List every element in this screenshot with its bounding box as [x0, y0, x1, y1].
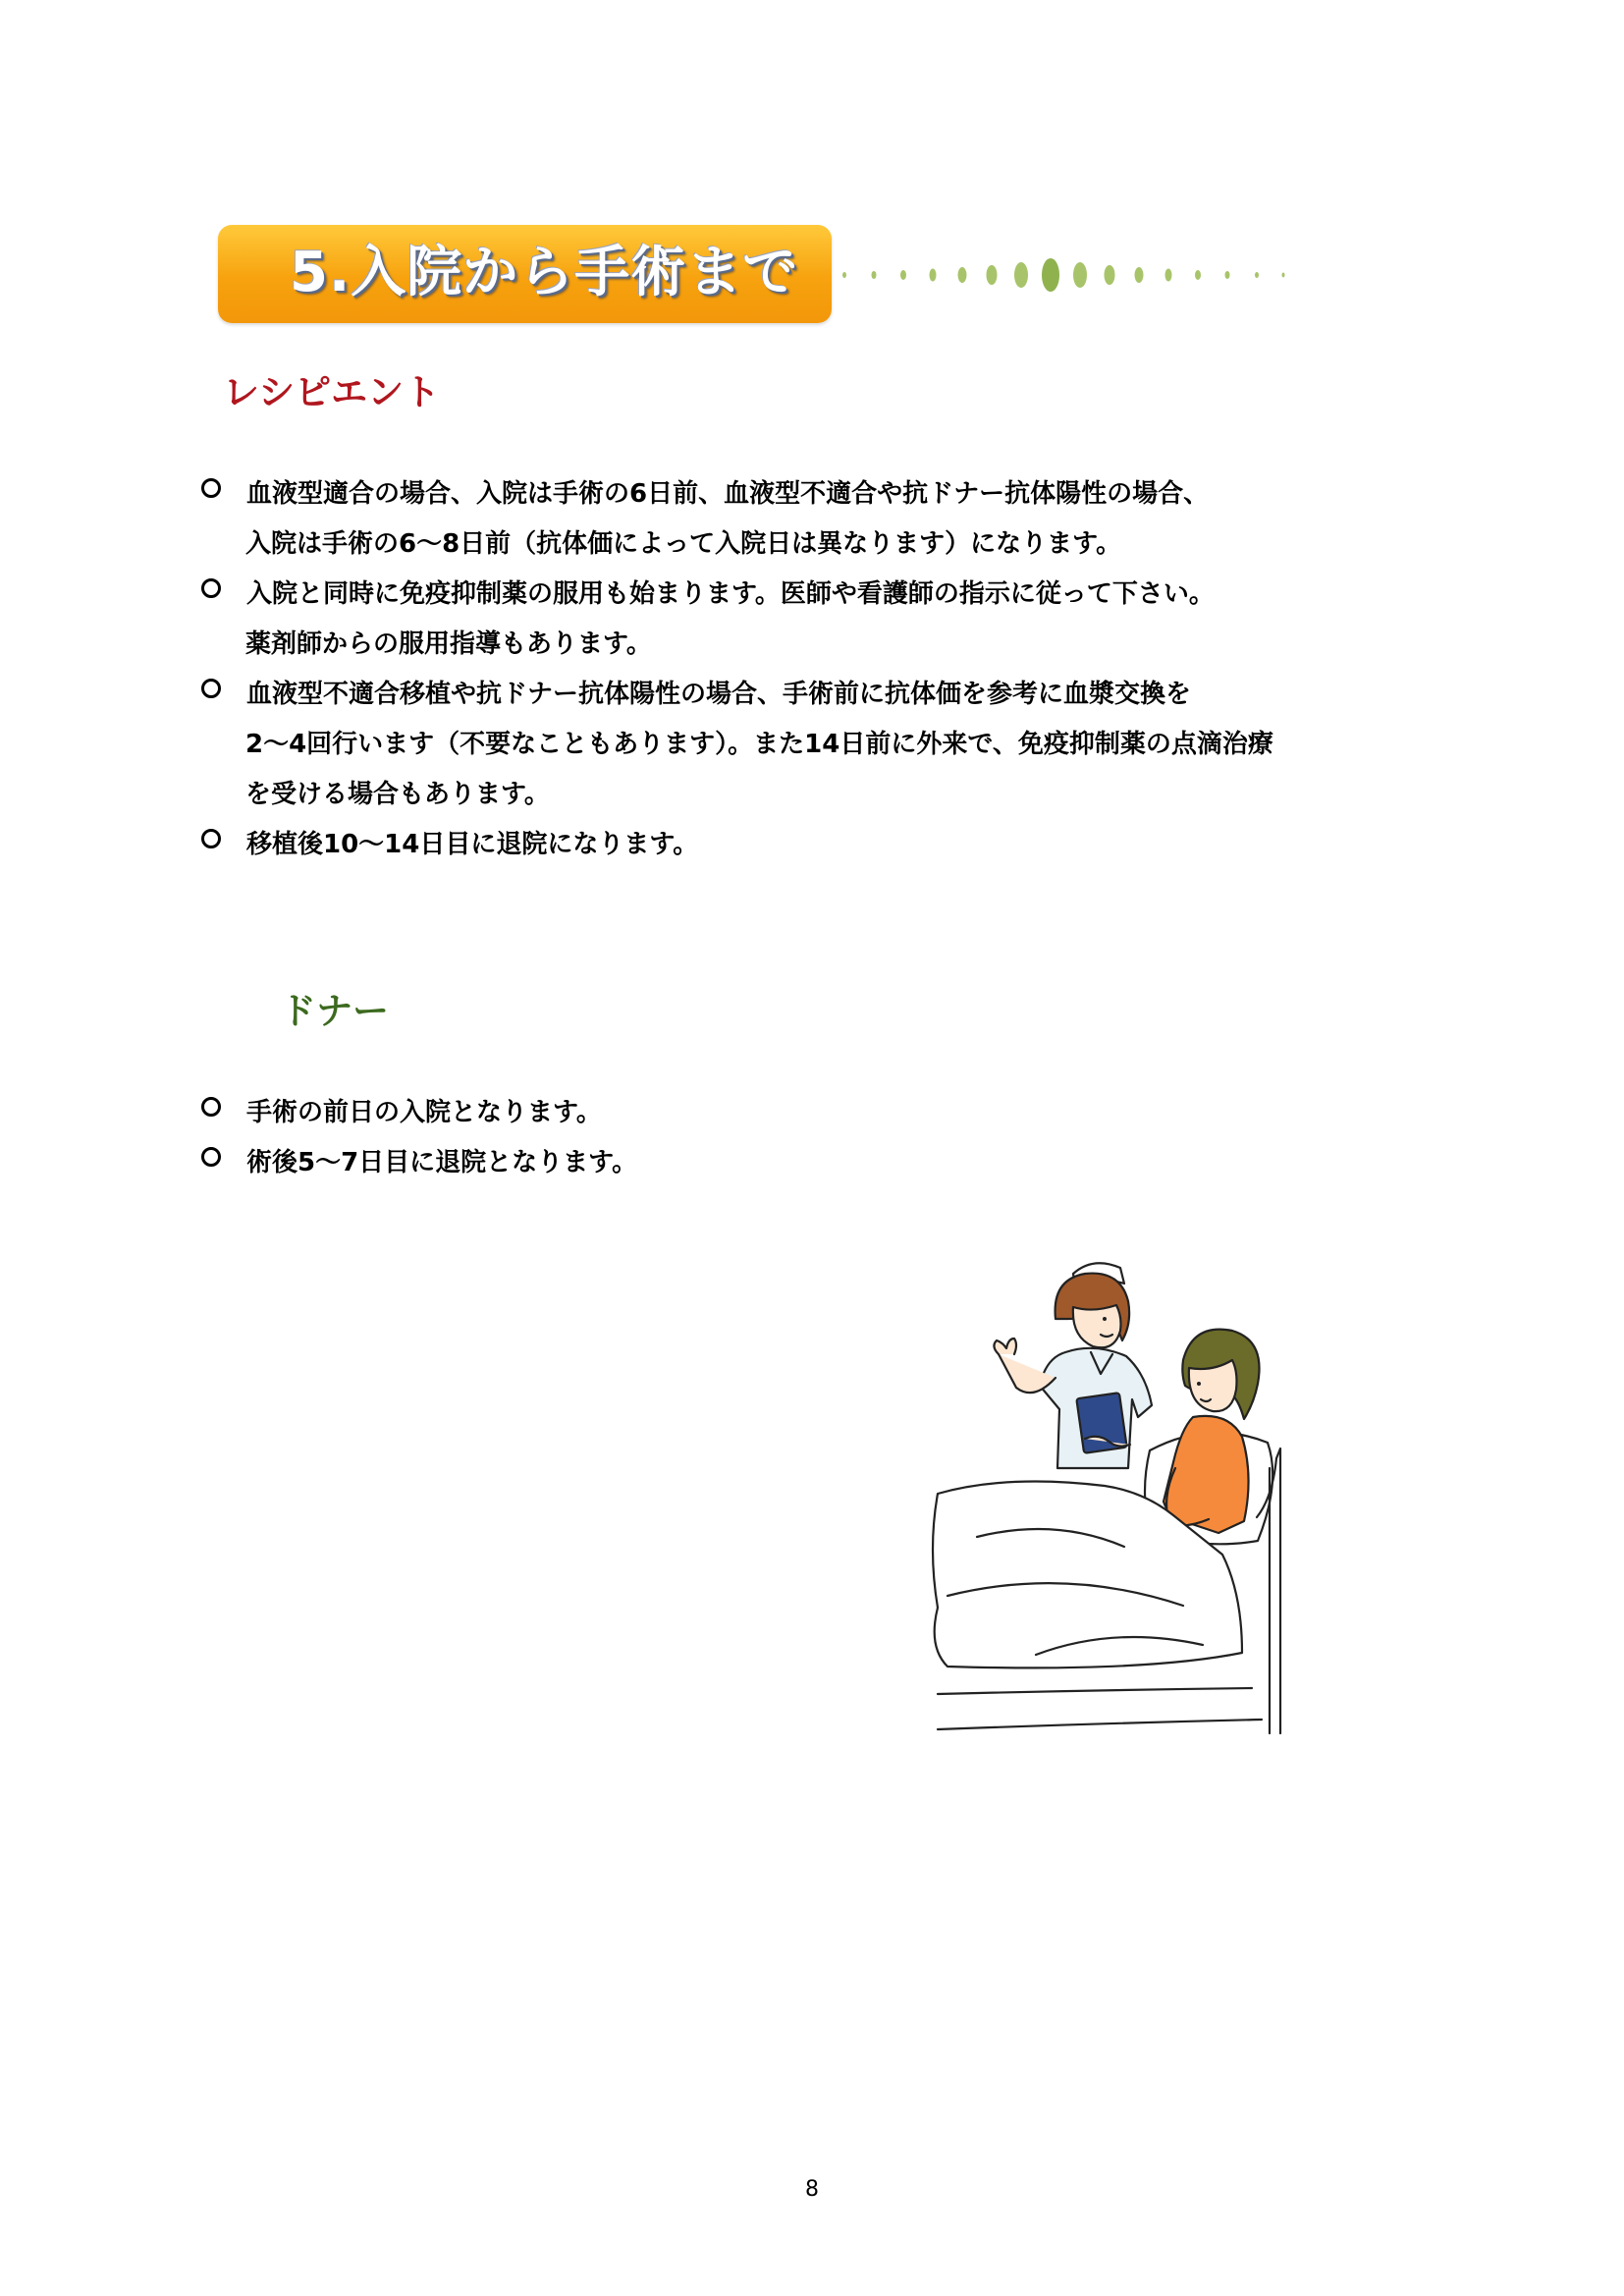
list-item-text: 血液型適合の場合、入院は手術の6日前、血液型不適合や抗ドナー抗体陽性の場合、 — [246, 479, 1210, 509]
list-item — [201, 570, 1376, 670]
recipient-heading: レシピエント — [223, 371, 441, 413]
list-item-text: を受ける場合もあります。 — [245, 780, 550, 809]
list-item — [201, 1138, 1376, 1188]
page-title: 5.入院から手術まで — [290, 241, 799, 304]
circle-bullet-icon — [201, 478, 221, 498]
list-item-text: 薬剤師からの服用指導もあります。 — [245, 629, 652, 659]
page-number: 8 — [805, 2177, 819, 2202]
nurse-and-patient-in-bed-illustration — [918, 1242, 1291, 1738]
circle-bullet-icon — [201, 578, 221, 598]
list-item-text: 入院と同時に免疫抑制薬の服用も始まります。医師や看護師の指示に従って下さい。 — [246, 579, 1215, 609]
donor-list — [201, 1088, 1376, 1188]
circle-bullet-icon — [201, 1097, 221, 1117]
list-item-text: 移植後10～14日目に退院になります。 — [246, 830, 699, 859]
decorative-dots — [839, 250, 1291, 300]
recipient-list — [201, 469, 1376, 870]
list-item-text: 入院は手術の6～8日前（抗体価によって入院日は異なります）になります。 — [245, 529, 1122, 559]
donor-heading: ドナー — [280, 990, 389, 1032]
list-item-text: 血液型不適合移植や抗ドナー抗体陽性の場合、手術前に抗体価を参考に血漿交換を — [246, 680, 1192, 709]
circle-bullet-icon — [201, 829, 221, 848]
list-item-text: 手術の前日の入院となります。 — [246, 1098, 602, 1127]
list-item-text: 術後5～7日目に退院となります。 — [246, 1148, 638, 1177]
list-item — [201, 1088, 1376, 1138]
circle-bullet-icon — [201, 1147, 221, 1167]
list-item — [201, 670, 1376, 820]
circle-bullet-icon — [201, 679, 221, 698]
list-item-text: 2～4回行います（不要なこともあります）。また14日前に外来で、免疫抑制薬の点滴治療 — [245, 730, 1273, 759]
list-item — [201, 469, 1376, 570]
list-item — [201, 820, 1376, 870]
